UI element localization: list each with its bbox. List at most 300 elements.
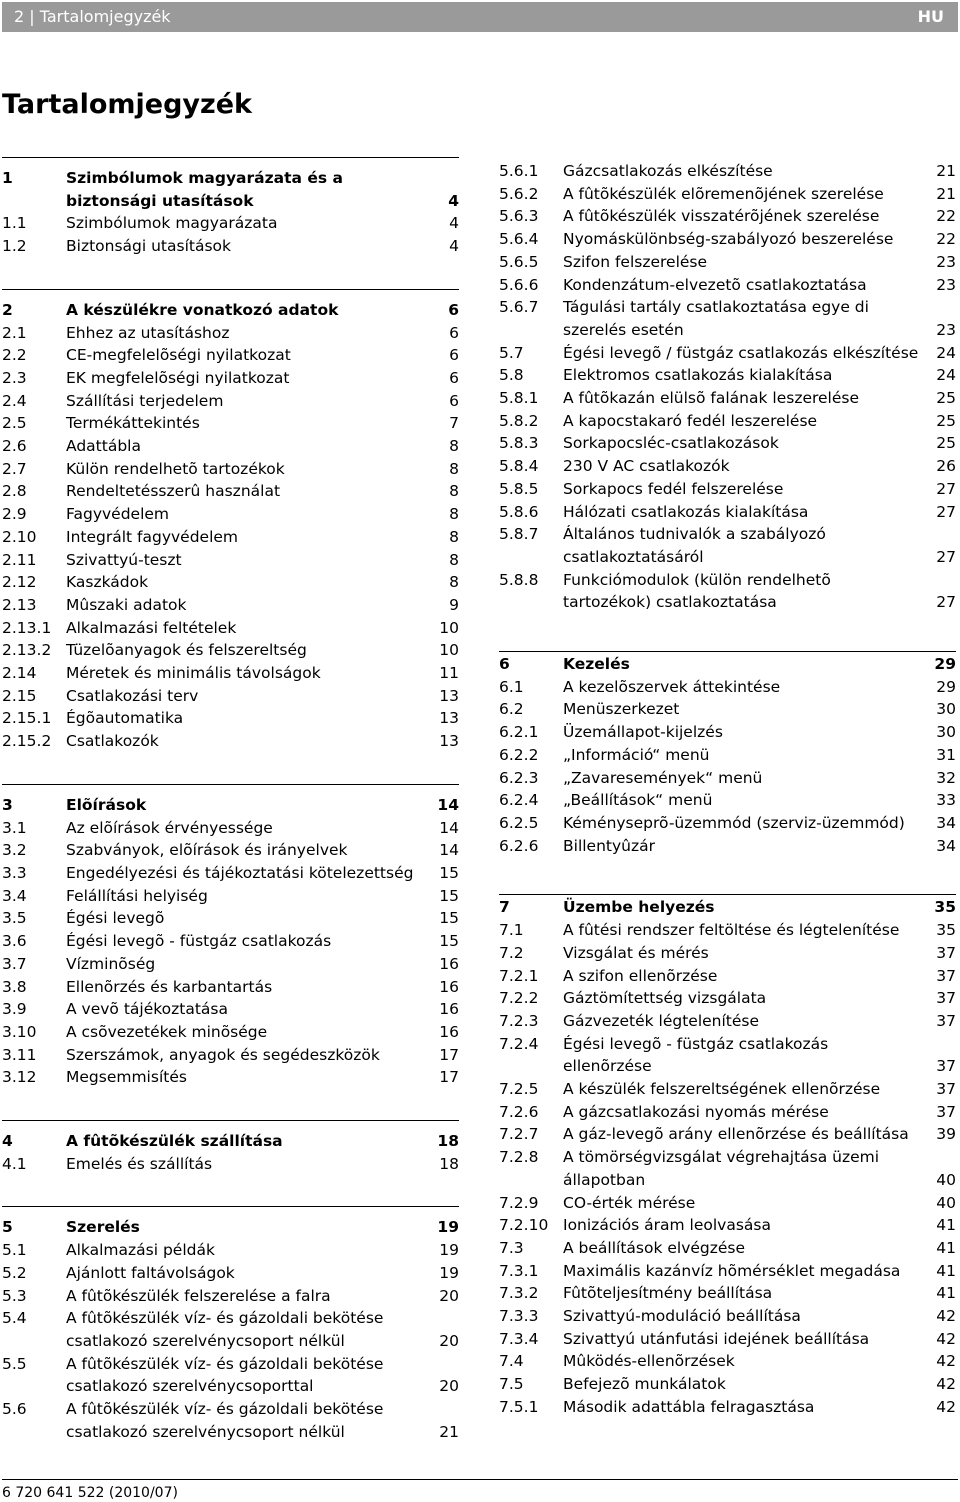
toc-entry-number: 7.2.7 [499, 1125, 539, 1144]
toc-entry[interactable] [2, 662, 459, 685]
toc-entry-number: 4.1 [2, 1154, 27, 1173]
toc-entry[interactable] [2, 435, 459, 458]
toc-section [2, 1206, 459, 1443]
toc-entry-page: 37 [936, 966, 956, 985]
toc-entry[interactable] [499, 919, 956, 942]
toc-entry[interactable] [499, 1146, 956, 1191]
toc-entry-number: 2.2 [2, 346, 27, 365]
toc-entry[interactable] [499, 228, 956, 251]
toc-entry-page: 40 [936, 1170, 956, 1189]
toc-entry-title: Az elõírások érvényessége [66, 818, 273, 837]
toc-entry-number: 1.2 [2, 237, 27, 256]
toc-entry-page: 21 [439, 1422, 459, 1441]
toc-entry-number: 7.2.6 [499, 1102, 539, 1121]
toc-entry-page: 8 [449, 505, 459, 524]
toc-entry[interactable] [2, 503, 459, 526]
toc-entry-page: 35 [934, 898, 956, 917]
toc-entry[interactable] [2, 885, 459, 908]
toc-entry[interactable] [2, 390, 459, 413]
toc-entry-title: Biztonsági utasítások [66, 237, 231, 256]
toc-entry-number: 7.2.9 [499, 1193, 539, 1212]
toc-entry-number: 3.8 [2, 977, 27, 996]
toc-entry[interactable] [499, 1078, 956, 1101]
toc-entry-page: 42 [936, 1397, 956, 1416]
toc-entry-number: 5.8 [499, 366, 524, 385]
toc-entry-number: 2.14 [2, 664, 37, 683]
toc-entry-title: A tömörségvizsgálat végrehajtása üzemi állapotban [563, 1148, 880, 1189]
toc-entry[interactable] [499, 569, 956, 614]
toc-entry[interactable] [2, 1239, 459, 1262]
toc-entry-title: A fûtõkészülék szállítása [66, 1132, 283, 1151]
toc-entry-title: Általános tudnivalók a szabályozó csatlakoztatásáról [563, 525, 826, 566]
toc-entry-title: CE-megfelelõségi nyilatkozat [66, 346, 291, 365]
toc-entry[interactable] [2, 526, 459, 549]
toc-entry-number: 5.6.5 [499, 252, 539, 271]
toc-entry-title: Billentyûzár [563, 836, 655, 855]
toc-entry-page: 8 [449, 550, 459, 569]
toc-entry[interactable] [499, 1237, 956, 1260]
toc-entry-title: Ajánlott faltávolságok [66, 1263, 235, 1282]
toc-entry-page: 6 [449, 391, 459, 410]
toc-entry-title: A fûtõkazán elülsõ falának leszerelése [563, 389, 860, 408]
toc-entry[interactable] [2, 953, 459, 976]
toc-entry-page: 33 [936, 791, 956, 810]
toc-entry[interactable] [499, 1282, 956, 1305]
toc-entry-number: 2.13.1 [2, 618, 52, 637]
toc-entry[interactable] [499, 205, 956, 228]
toc-entry-title: Elektromos csatlakozás kialakítása [563, 366, 833, 385]
toc-entry-page: 26 [936, 457, 956, 476]
toc-entry-number: 3.5 [2, 909, 27, 928]
toc-entry-page: 27 [936, 502, 956, 521]
toc-entry-page: 41 [936, 1216, 956, 1235]
toc-entry-number: 5.6 [2, 1400, 27, 1419]
toc-entry-page: 8 [449, 437, 459, 456]
toc-entry-page: 42 [936, 1307, 956, 1326]
toc-entry-page: 27 [936, 479, 956, 498]
toc-entry[interactable] [2, 571, 459, 594]
toc-entry[interactable] [499, 1214, 956, 1237]
toc-entry-number: 2.13 [2, 595, 37, 614]
toc-entry-title: Befejezõ munkálatok [563, 1375, 726, 1394]
toc-entry[interactable] [2, 458, 459, 481]
toc-entry-title: Gázcsatlakozás elkészítése [563, 162, 773, 180]
toc-entry-title: Szerszámok, anyagok és segédeszközök [66, 1045, 380, 1064]
toc-entry[interactable] [2, 976, 459, 999]
toc-entry-number: 4 [2, 1132, 13, 1151]
toc-entry[interactable] [499, 523, 956, 568]
toc-entry-number: 2.4 [2, 391, 27, 410]
toc-entry-title: Üzembe helyezés [563, 898, 715, 917]
toc-entry-page: 20 [439, 1377, 459, 1396]
toc-entry-page: 35 [936, 921, 956, 940]
toc-entry-title: Szifon felszerelése [563, 252, 708, 271]
toc-entry-page: 16 [439, 1000, 459, 1019]
toc-entry-title: „Zavaresemények“ menü [563, 768, 763, 787]
toc-entry-number: 5.3 [2, 1286, 27, 1305]
toc-entry[interactable] [499, 1101, 956, 1124]
toc-entry-page: 23 [936, 320, 956, 339]
toc-entry-title: A fûtõkészülék visszatérõjének szerelése [563, 207, 880, 226]
toc-entry-page: 10 [439, 618, 459, 637]
toc-entry-number: 1.1 [2, 214, 27, 233]
toc-entry-title: A szifon ellenõrzése [563, 966, 718, 985]
toc-entry[interactable] [499, 364, 956, 387]
toc-entry-page: 30 [936, 723, 956, 742]
toc-entry[interactable] [2, 1044, 459, 1067]
toc-entry[interactable] [2, 730, 459, 753]
toc-entry[interactable] [499, 1305, 956, 1328]
toc-entry-title: Elõírások [66, 795, 147, 814]
toc-entry-title: Sorkapocs fedél felszerelése [563, 479, 784, 498]
toc-entry-number: 5.4 [2, 1309, 27, 1328]
toc-entry[interactable] [2, 235, 459, 258]
toc-entry-number: 7.2.10 [499, 1216, 549, 1235]
toc-entry[interactable] [499, 721, 956, 744]
toc-entry[interactable] [499, 1396, 956, 1419]
toc-entry-page: 27 [936, 547, 956, 566]
toc-entry-title: A fûtõkészülék víz- és gázoldali bekötése csatlakozó szerelvénycsoport nélkül [66, 1400, 384, 1441]
toc-entry-number: 2.8 [2, 482, 27, 501]
toc-entry[interactable] [2, 862, 459, 885]
toc-entry-number: 2.1 [2, 323, 27, 342]
toc-entry-title: Csatlakozók [66, 732, 159, 751]
toc-entry[interactable] [499, 965, 956, 988]
toc-entry-page: 25 [936, 434, 956, 453]
toc-entry[interactable] [2, 594, 459, 617]
toc-entry-title: Emelés és szállítás [66, 1154, 213, 1173]
page-title: Tartalomjegyzék [2, 89, 253, 120]
toc-entry-number: 5.8.2 [499, 411, 539, 430]
toc-entry-title: Gázvezeték légtelenítése [563, 1011, 760, 1030]
toc-entry-title: „Beállítások“ menü [563, 791, 713, 810]
toc-entry-number: 5.8.4 [499, 457, 539, 476]
toc-entry-number: 5.8.3 [499, 434, 539, 453]
toc-entry[interactable] [2, 1021, 459, 1044]
toc-entry-page: 20 [439, 1286, 459, 1305]
toc-entry[interactable] [2, 344, 459, 367]
toc-entry-page: 4 [449, 237, 459, 256]
toc-entry-title: Égési levegõ - füstgáz csatlakozás [66, 932, 332, 951]
toc-section [499, 157, 956, 614]
toc-entry-page: 14 [439, 841, 459, 860]
toc-entry-page: 37 [936, 1057, 956, 1076]
toc-entry-number: 3.6 [2, 932, 27, 951]
toc-section [2, 289, 459, 753]
toc-entry-number: 6.2.4 [499, 791, 539, 810]
toc-entry-page: 29 [936, 677, 956, 696]
toc-entry[interactable] [499, 1192, 956, 1215]
toc-entry-title: Szabványok, elõírások és irányelvek [66, 841, 348, 860]
toc-entry-number: 3.12 [2, 1068, 37, 1087]
toc-entry-title: Adattábla [66, 437, 141, 456]
toc-entry-title: Üzemállapot-kijelzés [563, 723, 723, 742]
toc-entry-page: 21 [936, 162, 956, 180]
toc-entry[interactable] [499, 387, 956, 410]
toc-entry-number: 6 [499, 655, 510, 674]
toc-entry-number: 3.9 [2, 1000, 27, 1019]
toc-entry-page: 14 [437, 795, 459, 814]
toc-entry[interactable] [499, 455, 956, 478]
toc-entry[interactable] [2, 1066, 459, 1089]
toc-entry[interactable] [2, 685, 459, 708]
toc-entry-number: 5.8.5 [499, 479, 539, 498]
toc-entry-number: 7.3.3 [499, 1307, 539, 1326]
toc-entry-title: Szivattyú-moduláció beállítása [563, 1307, 801, 1326]
toc-entry[interactable] [499, 274, 956, 297]
toc-entry[interactable] [2, 839, 459, 862]
toc-entry-page: 42 [936, 1329, 956, 1348]
toc-entry-number: 7.5 [499, 1375, 524, 1394]
toc-entry-number: 7.2.2 [499, 989, 539, 1008]
toc-entry-title: Kéményseprõ-üzemmód (szerviz-üzemmód) [563, 813, 905, 832]
toc-entry-number: 2.13.2 [2, 641, 52, 660]
toc-entry-number: 7.2.8 [499, 1148, 539, 1167]
toc-entry-page: 11 [439, 664, 459, 683]
toc-entry-page: 6 [449, 346, 459, 365]
toc-entry-title: Égési levegõ [66, 909, 165, 928]
toc-entry[interactable] [2, 930, 459, 953]
toc-entry-number: 2.5 [2, 414, 27, 433]
toc-entry[interactable] [2, 1353, 459, 1398]
toc-entry-number: 5.6.3 [499, 207, 539, 226]
toc-entry-page: 19 [439, 1263, 459, 1282]
toc-entry-title: Engedélyezési és tájékoztatási kötelezettség [66, 863, 414, 882]
toc-entry-title: 230 V AC csatlakozók [563, 457, 730, 476]
toc-entry-title: Rendeltetésszerû használat [66, 482, 281, 501]
toc-entry-number: 5.2 [2, 1263, 27, 1282]
toc-entry-page: 41 [936, 1238, 956, 1257]
toc-entry[interactable] [499, 767, 956, 790]
toc-entry-number: 6.2.5 [499, 813, 539, 832]
toc-entry-title: Felállítási helyiség [66, 886, 208, 905]
toc-entry[interactable] [2, 817, 459, 840]
toc-entry[interactable] [499, 698, 956, 721]
toc-entry-number: 5.8.1 [499, 389, 539, 408]
toc-entry[interactable] [499, 160, 956, 183]
toc-entry-number: 5.8.6 [499, 502, 539, 521]
toc-entry-number: 2.6 [2, 437, 27, 456]
toc-entry[interactable] [499, 478, 956, 501]
toc-entry-page: 25 [936, 389, 956, 408]
toc-entry-title: A fûtõkészülék felszerelése a falra [66, 1286, 331, 1305]
toc-entry-number: 7.2.4 [499, 1034, 539, 1053]
toc-entry-page: 41 [936, 1261, 956, 1280]
toc-entry-page: 8 [449, 459, 459, 478]
toc-entry[interactable] [499, 432, 956, 455]
toc-entry[interactable] [499, 1033, 956, 1078]
toc-entry-title: A készülék felszereltségének ellenõrzése [563, 1080, 881, 1099]
toc-entry-page: 24 [936, 343, 956, 362]
toc-entry-number: 2.10 [2, 527, 37, 546]
toc-entry-title: Vizsgálat és mérés [563, 943, 709, 962]
header-language: HU [917, 7, 944, 26]
toc-entry[interactable] [2, 998, 459, 1021]
toc-entry-title: A vevõ tájékoztatása [66, 1000, 229, 1019]
toc-entry[interactable] [499, 1123, 956, 1146]
toc-entry-page: 34 [936, 836, 956, 855]
toc-entry[interactable] [499, 410, 956, 433]
toc-entry[interactable] [499, 812, 956, 835]
toc-entry-title: Mûködés-ellenõrzések [563, 1352, 735, 1371]
toc-chapter-entry[interactable] [2, 1130, 459, 1153]
toc-entry-number: 7 [499, 898, 510, 917]
toc-entry-page: 37 [936, 1102, 956, 1121]
toc-entry-title: A készülékre vonatkozó adatok [66, 300, 339, 319]
toc-entry-title: Tüzelõanyagok és felszereltség [66, 641, 307, 660]
toc-entry[interactable] [499, 1328, 956, 1351]
toc-entry[interactable] [2, 907, 459, 930]
toc-entry-page: 24 [936, 366, 956, 385]
toc-entry-number: 7.3.2 [499, 1284, 539, 1303]
toc-chapter-entry[interactable] [499, 896, 956, 919]
toc-entry[interactable] [2, 212, 459, 235]
toc-entry[interactable] [499, 1373, 956, 1396]
toc-entry-number: 2.7 [2, 459, 27, 478]
header-bar [2, 2, 958, 32]
toc-entry-title: „Információ“ menü [563, 745, 710, 764]
toc-entry-page: 19 [437, 1218, 459, 1237]
toc-entry-number: 7.4 [499, 1352, 524, 1371]
toc-entry-title: Menüszerkezet [563, 700, 680, 719]
toc-entry-title: Megsemmisítés [66, 1068, 187, 1087]
toc-entry[interactable] [499, 1260, 956, 1283]
toc-entry-number: 7.2.3 [499, 1011, 539, 1030]
toc-entry[interactable] [2, 367, 459, 390]
toc-entry-page: 37 [936, 1011, 956, 1030]
toc-entry-number: 2.3 [2, 368, 27, 387]
toc-entry[interactable] [499, 942, 956, 965]
toc-entry-number: 2 [2, 300, 13, 319]
toc-entry-title: Méretek és minimális távolságok [66, 664, 321, 683]
toc-entry[interactable] [499, 744, 956, 767]
toc-entry[interactable] [2, 322, 459, 345]
toc-entry[interactable] [2, 412, 459, 435]
toc-entry-number: 5.6.4 [499, 230, 539, 249]
toc-entry-number: 5.6.6 [499, 275, 539, 294]
toc-left-column [2, 157, 459, 1474]
toc-chapter-entry[interactable] [2, 794, 459, 817]
toc-entry[interactable] [2, 480, 459, 503]
toc-entry-page: 8 [449, 527, 459, 546]
toc-entry-page: 4 [449, 214, 459, 233]
toc-entry-page: 19 [439, 1241, 459, 1260]
toc-entry-page: 31 [936, 745, 956, 764]
toc-entry[interactable] [2, 1153, 459, 1176]
toc-entry-title: Ellenõrzés és karbantartás [66, 977, 273, 996]
toc-entry-page: 6 [449, 323, 459, 342]
toc-entry-number: 7.1 [499, 921, 524, 940]
toc-entry-page: 37 [936, 1080, 956, 1099]
toc-entry-title: Funkciómodulok (külön rendelhetõ tartozékok) csatlakoztatása [563, 570, 831, 612]
toc-entry-title: A fûtõkészülék víz- és gázoldali bekötése csatlakozó szerelvénycsoport nélkül [66, 1309, 384, 1350]
toc-entry-page: 18 [437, 1132, 459, 1151]
toc-entry-title: A beállítások elvégzése [563, 1238, 746, 1257]
toc-entry-number: 2.12 [2, 573, 37, 592]
toc-entry-number: 6.2.1 [499, 723, 539, 742]
toc-entry[interactable] [2, 1307, 459, 1352]
toc-entry-title: Gáztömítettség vizsgálata [563, 989, 767, 1008]
toc-entry[interactable] [2, 1398, 459, 1443]
toc-entry-number: 2.15.1 [2, 709, 52, 728]
toc-entry-title: A fûtési rendszer feltöltése és légtelenítése [563, 921, 900, 940]
toc-entry-page: 15 [439, 863, 459, 882]
toc-entry-page: 18 [439, 1154, 459, 1173]
toc-entry-title: Égési levegõ / füstgáz csatlakozás elkészítése [563, 343, 919, 362]
header-page-label: 2 | Tartalomjegyzék [14, 7, 171, 26]
toc-entry[interactable] [499, 1350, 956, 1373]
toc-entry[interactable] [2, 1262, 459, 1285]
toc-entry-page: 10 [439, 641, 459, 660]
toc-entry[interactable] [499, 1010, 956, 1033]
toc-chapter-entry[interactable] [499, 653, 956, 676]
toc-entry[interactable] [2, 1285, 459, 1308]
toc-entry-page: 6 [449, 368, 459, 387]
toc-entry-page: 17 [439, 1068, 459, 1087]
toc-chapter-entry[interactable] [2, 1216, 459, 1239]
toc-entry[interactable] [499, 183, 956, 206]
toc-entry-number: 5.6.7 [499, 298, 539, 317]
toc-entry-number: 3.10 [2, 1022, 37, 1041]
toc-entry-page: 25 [936, 411, 956, 430]
toc-entry-number: 3.3 [2, 863, 27, 882]
toc-entry-page: 21 [936, 184, 956, 203]
toc-entry-title: A kapocstakaró fedél leszerelése [563, 411, 818, 430]
toc-entry-page: 8 [449, 482, 459, 501]
toc-entry-page: 39 [936, 1125, 956, 1144]
toc-entry-page: 14 [439, 818, 459, 837]
toc-entry-number: 3.4 [2, 886, 27, 905]
toc-entry-title: Külön rendelhetõ tartozékok [66, 459, 285, 478]
toc-entry[interactable] [499, 342, 956, 365]
toc-entry-page: 20 [439, 1331, 459, 1350]
toc-entry-page: 15 [439, 886, 459, 905]
toc-entry[interactable] [499, 789, 956, 812]
toc-entry[interactable] [499, 501, 956, 524]
toc-entry-page: 42 [936, 1352, 956, 1371]
toc-chapter-entry[interactable] [2, 299, 459, 322]
toc-entry-title: Második adattábla felragasztása [563, 1397, 815, 1416]
toc-chapter-entry[interactable] [2, 167, 459, 212]
toc-entry-title: Csatlakozási terv [66, 686, 199, 705]
toc-entry-number: 2.15.2 [2, 732, 52, 751]
toc-entry[interactable] [2, 617, 459, 640]
toc-entry[interactable] [499, 987, 956, 1010]
toc-entry[interactable] [499, 251, 956, 274]
toc-entry-number: 3.2 [2, 841, 27, 860]
toc-entry[interactable] [2, 549, 459, 572]
toc-entry[interactable] [2, 639, 459, 662]
toc-entry-title: A fûtõkészülék elõremenõjének szerelése [563, 184, 884, 203]
toc-entry-title: Mûszaki adatok [66, 595, 187, 614]
toc-right-column [499, 157, 956, 1456]
toc-section [499, 894, 956, 1418]
toc-entry-number: 5.6.2 [499, 184, 539, 203]
toc-entry-page: 15 [439, 909, 459, 928]
toc-entry-title: Égõautomatika [66, 709, 184, 728]
toc-entry[interactable] [2, 707, 459, 730]
toc-entry[interactable] [499, 676, 956, 699]
toc-entry-number: 7.3 [499, 1238, 524, 1257]
toc-entry-number: 7.2 [499, 943, 524, 962]
toc-entry-page: 23 [936, 252, 956, 271]
toc-entry-title: Hálózati csatlakozás kialakítása [563, 502, 809, 521]
toc-entry-page: 27 [936, 593, 956, 612]
toc-entry[interactable] [499, 296, 956, 341]
toc-entry[interactable] [499, 835, 956, 858]
toc-entry-page: 37 [936, 943, 956, 962]
toc-entry-page: 29 [934, 655, 956, 674]
